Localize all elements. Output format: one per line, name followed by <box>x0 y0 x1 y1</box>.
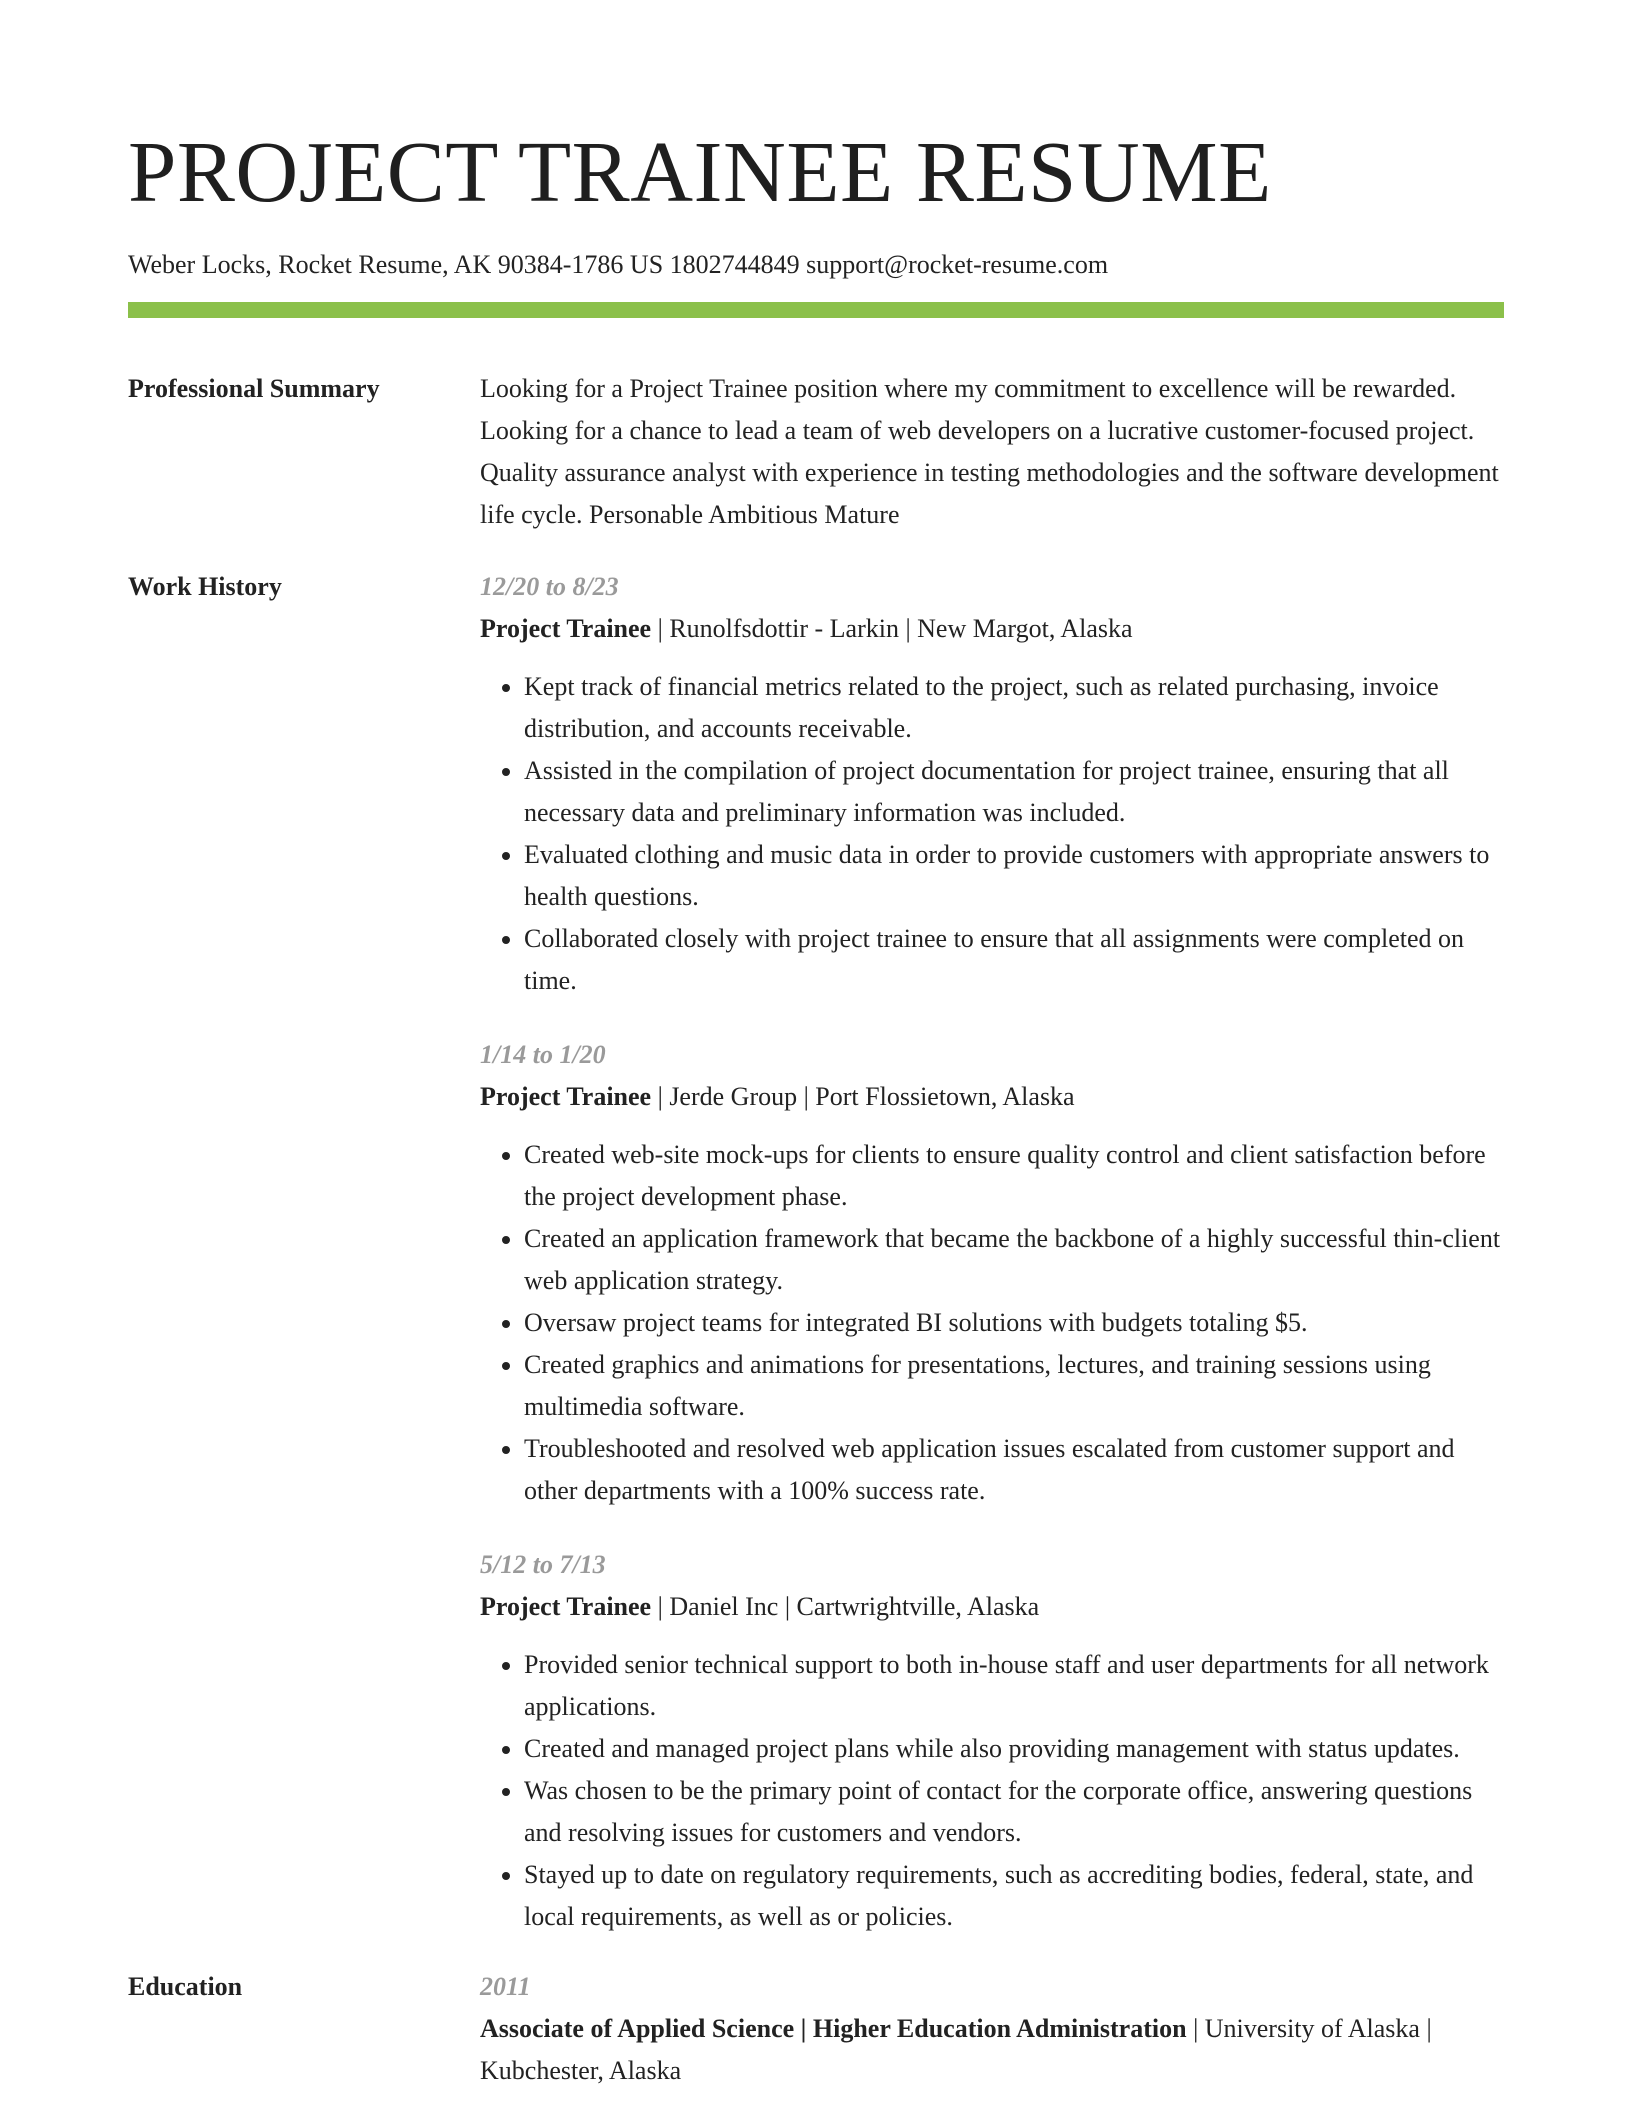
job-bullet: • Was chosen to be the primary point of contact for the corporate office, answering questions and resolving issues for customers and vendors. <box>524 1770 1504 1854</box>
section-label-work: Work History <box>128 572 282 601</box>
job-entry <box>480 1544 1504 1938</box>
resume-page <box>128 0 1504 2092</box>
job-bullet: • Stayed up to date on regulatory requirements, such as accrediting bodies, federal, state, and local requirements, as well as or policies. <box>524 1854 1504 1938</box>
section-label-education: Education <box>128 1972 243 2001</box>
job-role: Project Trainee <box>480 1082 652 1111</box>
job-bullets <box>480 1644 1504 1938</box>
job-bullet: • Provided senior technical support to both in-house staff and user departments for all network applications. <box>524 1644 1504 1728</box>
job-title-line <box>480 608 1504 650</box>
job-bullet: • Created graphics and animations for presentations, lectures, and training sessions using multimedia software. <box>524 1344 1504 1428</box>
job-dates: 12/20 to 8/23 <box>480 572 619 601</box>
education-entry <box>480 1966 1504 2092</box>
job-role: Project Trainee <box>480 1592 652 1621</box>
work-history-list <box>480 566 1504 1938</box>
job-entry <box>480 566 1504 1002</box>
contact-line: Weber Locks, Rocket Resume, AK 90384-1786 US 1802744849 support@rocket-resume.com <box>128 250 1109 279</box>
education-year: 2011 <box>480 1972 531 2001</box>
resume-title: PROJECT TRAINEE RESUME <box>128 123 1272 220</box>
job-title-line <box>480 1076 1504 1118</box>
header-divider <box>128 302 1504 318</box>
job-company-location: | Runolfsdottir - Larkin | New Margot, Alaska <box>651 614 1133 643</box>
summary-text: Looking for a Project Trainee position where my commitment to excellence will be rewarded. Looking for a chance to lead a team of web developers on a lucrative customer-focused project. Quality assurance analyst with experience in testing methodologies and the software development life cycle. Personable Ambitious Mature <box>480 374 1499 529</box>
job-bullet: • Assisted in the compilation of project documentation for project trainee, ensuring that all necessary data and preliminary information was included. <box>524 750 1504 834</box>
section-label-summary: Professional Summary <box>128 374 380 403</box>
job-bullet: • Evaluated clothing and music data in order to provide customers with appropriate answers to health questions. <box>524 834 1504 918</box>
job-bullet: • Created and managed project plans while also providing management with status updates. <box>524 1728 1504 1770</box>
job-company-location: | Jerde Group | Port Flossietown, Alaska <box>651 1082 1075 1111</box>
education-school-location: | University of Alaska | Kubchester, Alaska <box>480 2014 1432 2085</box>
job-bullets <box>480 666 1504 1002</box>
education-section <box>128 1966 1504 2092</box>
job-bullets <box>480 1134 1504 1512</box>
education-degree-line <box>480 2008 1504 2092</box>
job-bullet: • Created web-site mock-ups for clients to ensure quality control and client satisfaction before the project development phase. <box>524 1134 1504 1218</box>
job-title-line <box>480 1586 1504 1628</box>
job-bullet: • Collaborated closely with project trainee to ensure that all assignments were completed on time. <box>524 918 1504 1002</box>
job-entry <box>480 1034 1504 1512</box>
job-bullet: • Oversaw project teams for integrated BI solutions with budgets totaling $5. <box>524 1302 1504 1344</box>
work-history-section <box>128 566 1504 1938</box>
professional-summary-section <box>128 368 1504 536</box>
job-bullet: • Created an application framework that became the backbone of a highly successful thin-client web application strategy. <box>524 1218 1504 1302</box>
job-bullet: • Kept track of financial metrics related to the project, such as related purchasing, invoice distribution, and accounts receivable. <box>524 666 1504 750</box>
job-dates: 5/12 to 7/13 <box>480 1550 606 1579</box>
education-degree: Associate of Applied Science | Higher Education Administration <box>480 2014 1187 2043</box>
job-company-location: | Daniel Inc | Cartwrightville, Alaska <box>651 1592 1040 1621</box>
job-role: Project Trainee <box>480 614 652 643</box>
job-dates: 1/14 to 1/20 <box>480 1040 606 1069</box>
job-bullet: • Troubleshooted and resolved web application issues escalated from customer support and other departments with a 100% success rate. <box>524 1428 1504 1512</box>
